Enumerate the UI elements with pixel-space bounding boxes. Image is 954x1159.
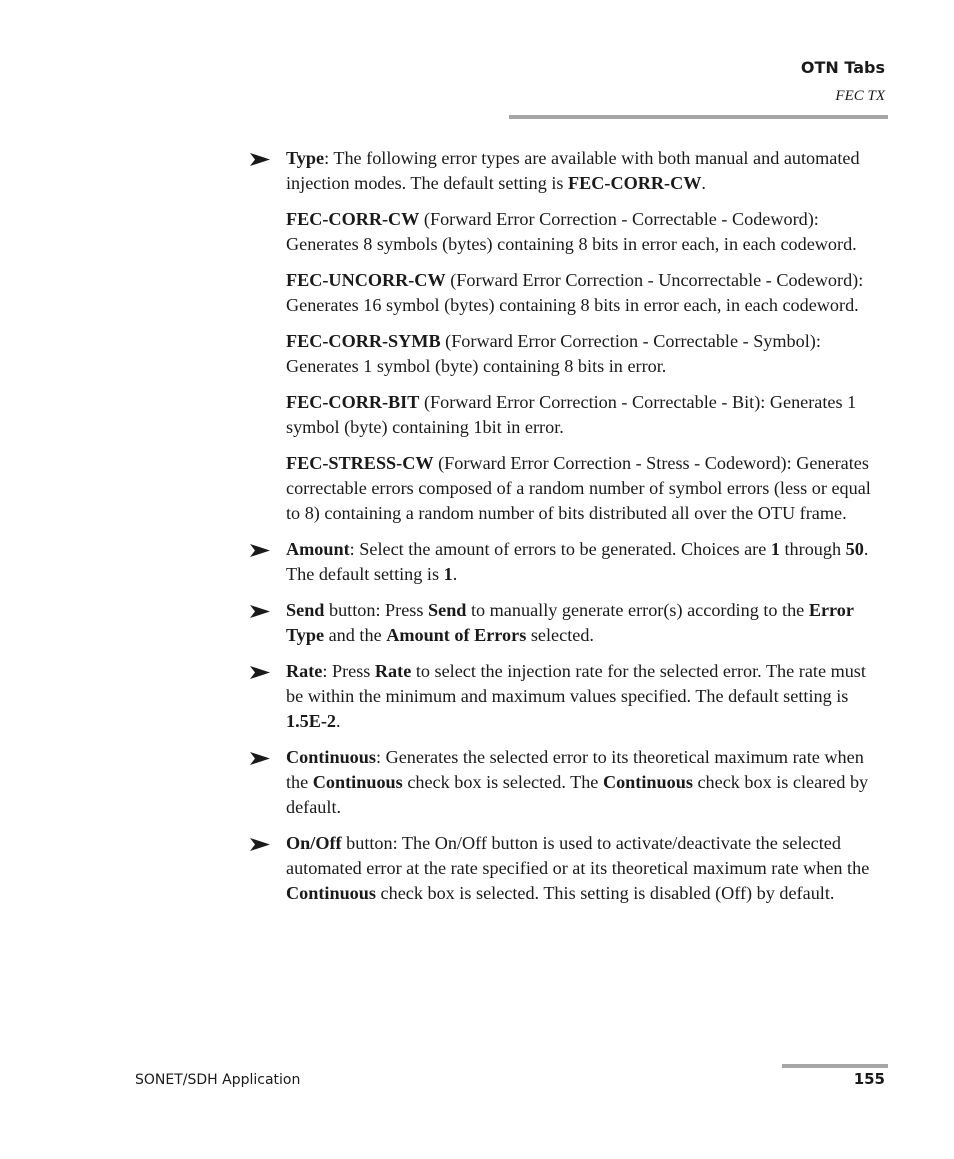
text-run: (Forward Error Correction - Correctable - Symbol): Generates 1 symbol (byte) containing 8 bits in error. <box>286 331 821 376</box>
text-run: button: Press <box>324 600 428 620</box>
sub-paragraph <box>286 390 886 440</box>
text-run: and the <box>324 625 387 645</box>
sub-paragraph <box>286 268 886 318</box>
text-run: : Press <box>322 661 375 681</box>
bold-term: FEC-UNCORR-CW <box>286 270 446 290</box>
arrow-bullet-icon <box>250 605 270 618</box>
bold-term: Continuous <box>286 883 376 903</box>
sub-paragraph <box>286 329 886 379</box>
bullet-text <box>286 598 886 648</box>
bold-term: Continuous <box>312 772 403 792</box>
bullet-item <box>250 659 886 734</box>
text-run: : Select the amount of errors to be generated. Choices are <box>349 539 771 559</box>
bullet-item <box>250 537 886 587</box>
bold-term: Error Type <box>286 600 854 645</box>
text-run: . The default setting is <box>286 539 869 584</box>
text-run: (Forward Error Correction - Stress - Codeword): Generates correctable errors composed of a random number of symbol errors (less or equal to 8) containing a random number of bits distributed all over the OTU frame. <box>286 453 871 523</box>
header-rule <box>509 115 888 119</box>
bold-term: Amount of Errors <box>386 625 527 645</box>
text-run: check box is selected. The <box>402 772 603 792</box>
text-run: button: The On/Off button is used to activate/deactivate the selected automated error at the rate specified or at its theoretical maximum rate when the <box>286 833 870 878</box>
text-run: through <box>779 539 846 559</box>
bullet-item <box>250 598 886 648</box>
bold-term: 1 <box>443 564 453 584</box>
bold-term: FEC-CORR-SYMB <box>286 331 441 351</box>
arrow-bullet-icon <box>250 153 270 166</box>
text-run: : Generates the selected error to its theoretical maximum rate when the <box>286 747 864 792</box>
bold-term: 50 <box>845 539 864 559</box>
bold-term: Send <box>286 600 325 620</box>
text-run: to select the injection rate for the selected error. The rate must be within the minimum and maximum values specified. The default setting is <box>286 661 866 706</box>
bold-term: Rate <box>374 661 412 681</box>
bold-term: On/Off <box>286 833 342 853</box>
bullet-text <box>286 537 886 587</box>
bold-term: Send <box>428 600 467 620</box>
bold-term: Continuous <box>286 747 376 767</box>
body-content <box>250 146 886 917</box>
text-run: check box is cleared by default. <box>286 772 869 817</box>
section-subtitle: FEC TX <box>835 88 885 104</box>
text-run: : The following error types are available with both manual and automated injection modes. The default setting is <box>286 148 860 193</box>
text-run: (Forward Error Correction - Correctable - Bit): Generates 1 symbol (byte) containing 1bit in error. <box>286 392 857 437</box>
footer-document-title: SONET/SDH Application <box>135 1072 301 1088</box>
bold-term: 1.5E-2 <box>286 711 337 731</box>
page-number: 155 <box>853 1070 885 1088</box>
bold-term: FEC-CORR-CW <box>286 209 420 229</box>
arrow-bullet-icon <box>250 544 270 557</box>
bold-term: Type <box>286 148 325 168</box>
bullet-text <box>286 831 886 906</box>
bold-term: 1 <box>770 539 780 559</box>
bullet-item <box>250 831 886 906</box>
text-run: (Forward Error Correction - Correctable - Codeword): Generates 8 symbols (bytes) containing 8 bits in error each, in each codeword. <box>286 209 857 254</box>
arrow-bullet-icon <box>250 666 270 679</box>
bold-term: FEC-STRESS-CW <box>286 453 434 473</box>
sub-paragraph <box>286 207 886 257</box>
text-run: . <box>336 711 341 731</box>
footer-rule <box>782 1064 888 1068</box>
chapter-title: OTN Tabs <box>800 58 885 77</box>
bold-term: FEC-CORR-CW <box>568 173 702 193</box>
bold-term: Rate <box>286 661 323 681</box>
sub-paragraph <box>286 451 886 526</box>
arrow-bullet-icon <box>250 752 270 765</box>
running-header <box>801 57 885 107</box>
bullet-text <box>286 146 886 196</box>
bullet-item <box>250 745 886 820</box>
bullet-text <box>286 659 886 734</box>
bullet-text <box>286 745 886 820</box>
text-run: selected. <box>526 625 594 645</box>
arrow-bullet-icon <box>250 838 270 851</box>
bold-term: FEC-CORR-BIT <box>286 392 420 412</box>
text-run: . <box>452 564 458 584</box>
text-run: check box is selected. This setting is disabled (Off) by default. <box>375 883 835 903</box>
text-run: to manually generate error(s) according to the <box>466 600 809 620</box>
bold-term: Amount <box>286 539 350 559</box>
text-run: (Forward Error Correction - Uncorrectable - Codeword): Generates 16 symbol (bytes) containing 8 bits in error each, in each codeword. <box>286 270 864 315</box>
text-run: . <box>701 173 706 193</box>
bold-term: Continuous <box>602 772 693 792</box>
bullet-item <box>250 146 886 526</box>
